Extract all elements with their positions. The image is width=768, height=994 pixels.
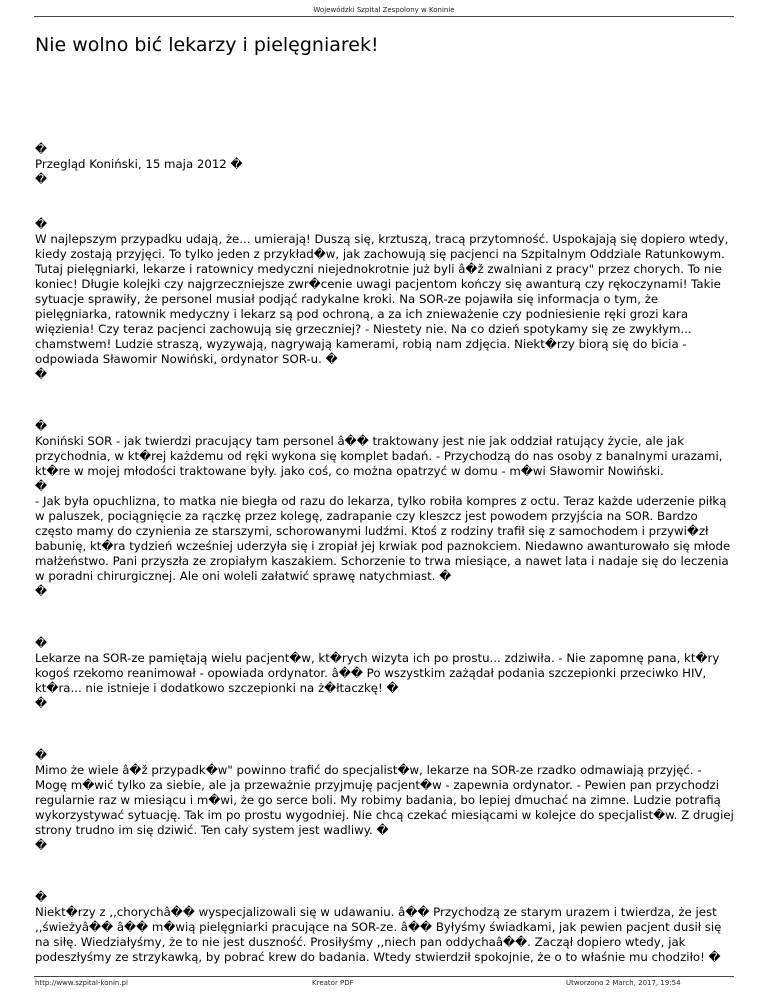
source-line: � Przegląd Koniński, 15 maja 2012 � � xyxy=(35,142,243,186)
paragraph-spacer xyxy=(35,599,735,636)
article-title: Nie wolno bić lekarzy i pielęgniarek! xyxy=(35,34,379,56)
footer-url: http://www.szpital-konin.pl xyxy=(35,979,128,987)
article-paragraph: � Niekt�rzy z ,,chorychâ�� wyspecjalizowali się w udawaniu. â�� Przychodzą ze starym urazem i twierdza, że jest ,,świeżyâ�� â�� m�wią pielęgniarki pracujące na SOR-ze. â�� Byłyśmy świadkami, jak pewien pacjent dusił się na siłę. Wiedziałyśmy, że to nie jest duszność. Prosiłyśmy ,,niech pan oddychaâ��. Zaczął dopiero wtedy, jak podeszłyśmy ze strzykawką, by pobrać krew do badania. Wtedy stwierdził spokojnie, że o to właśnie mu chodziło! � xyxy=(35,890,722,964)
paragraph-spacer xyxy=(35,382,735,419)
article-paragraph: � Lekarze na SOR-ze pamiętają wielu pacjent�w, kt�rych wizyta ich po prostu... zdziwiła. - Nie zapomnę pana, kt�ry kogoś rzekomo reanimował - opowiada ordynator. â�� Po wszystkim zażądał podania szczepionki przeciwko HIV, kt�ra... nie istnieje i dodatkowo szczepionki na ż�łtaczkę! � � xyxy=(35,636,720,710)
paragraph-spacer xyxy=(35,711,735,748)
article-paragraph: � Koniński SOR - jak twierdzi pracujący tam personel â�� traktowany jest nie jak oddział ratujący życie, ale jak przychodnia, w kt�rej każdemu od ręki wykona się komplet badań. - Przychodzą do nas osoby z banalnymi urazami, kt�re w mojej młodości traktowane były. jako coś, co można opatrzyć w domu - m�wi Sławomir Nowiński. � - Jak była opuchlizna, to matka nie biegła od razu do lekarza, tylko robiła kompres z octu. Teraz każde uderzenie piłką w paluszek, pociągnięcie za rączkę przez kolegę, zadrapanie czy kleszcz jest powodem przyjścia na SOR. Bardzo często mamy do czynienia ze starszymi, schorowanymi ludźmi. Ktoś z rodziny trafił się z samochodem i przywi�zł babunię, kt�ra tydzień wcześniej uderzyła się i zropiał jej krwiak pod paznokciem. Niedawno awanturowało się młode małżeństwo. Pani przyszła ze zropiałym kaszakiem. Schorzenie to trwa miesiące, a nawet lata i nadaje się do leczenia w poradni chirurgicznej. Ale oni woleli załatwić sprawę natychmiast. � � xyxy=(35,419,731,598)
article-paragraph: � W najlepszym przypadku udają, że... umierają! Duszą się, krztuszą, tracą przytomność. Uspokajają się dopiero wtedy, kiedy zostają przyjęci. To tylko jeden z przykład�w, jak zachowują się pacjenci na Szpitalnym Oddziale Ratunkowym. Tutaj pielęgniarki, lekarze i ratownicy medyczni niejednokrotnie już byli â�ž zwalniani z pracy" przez chorych. To nie koniec! Długie kolejki czy najgrzeczniejsze zwr�cenie uwagi pacjentom kończy się awanturą czy rękoczynami! Takie sytuacje sprawiły, że personel musiał podjąć radykalne kroki. Na SOR-ze pojawiła się informacja o tym, że pielęgniarka, ratownik medyczny i lekarz są pod ochroną, a za ich znieważenie czy podniesienie ręki grozi kara więzienia! Czy teraz pacjenci zachowują się grzeczniej? - Niestety nie. Na co dzień spotykamy się ze zwykłym... chamstwem! Ludzie straszą, wyzywają, nagrywają kamerami, robią nam zdjęcia. Niekt�rzy biorą się do bicia - odpowiada Sławomir Nowiński, ordynator SOR-u. � � xyxy=(35,217,729,381)
article-body xyxy=(35,142,735,965)
paragraph-spacer xyxy=(35,853,735,890)
paragraph-spacer xyxy=(35,187,735,217)
page-header: Wojewódzki Szpital Zespolony w Koninie xyxy=(313,6,455,14)
article-paragraph: � Mimo że wiele â�ž przypadk�w" powinno trafić do specjalist�w, lekarze na SOR-ze rzadko odmawiają przyjęć. - Mogę m�wić tylko za siebie, ale ja przeważnie przyjmuję pacjent�w - zapewnia ordynator. - Pewien pan przychodzi regularnie raz w miesiącu i m�wi, że go serce boli. My robimy badania, bo lepiej dmuchać na zimne. Ludzie potrafią wykorzystywać sytuację. Tak im po prostu wygodniej. Nie chcą czekać miesiącami w kolejce do specjalist�w. Z drugiej strony trudno im się dziwić. Ten cały system jest wadliwy. � � xyxy=(35,748,734,852)
header-divider xyxy=(34,16,734,17)
footer-created-date: Utworzono 2 March, 2017, 19:54 xyxy=(566,979,681,987)
footer-divider xyxy=(34,976,734,977)
footer-generator: Kreator PDF xyxy=(312,979,354,987)
